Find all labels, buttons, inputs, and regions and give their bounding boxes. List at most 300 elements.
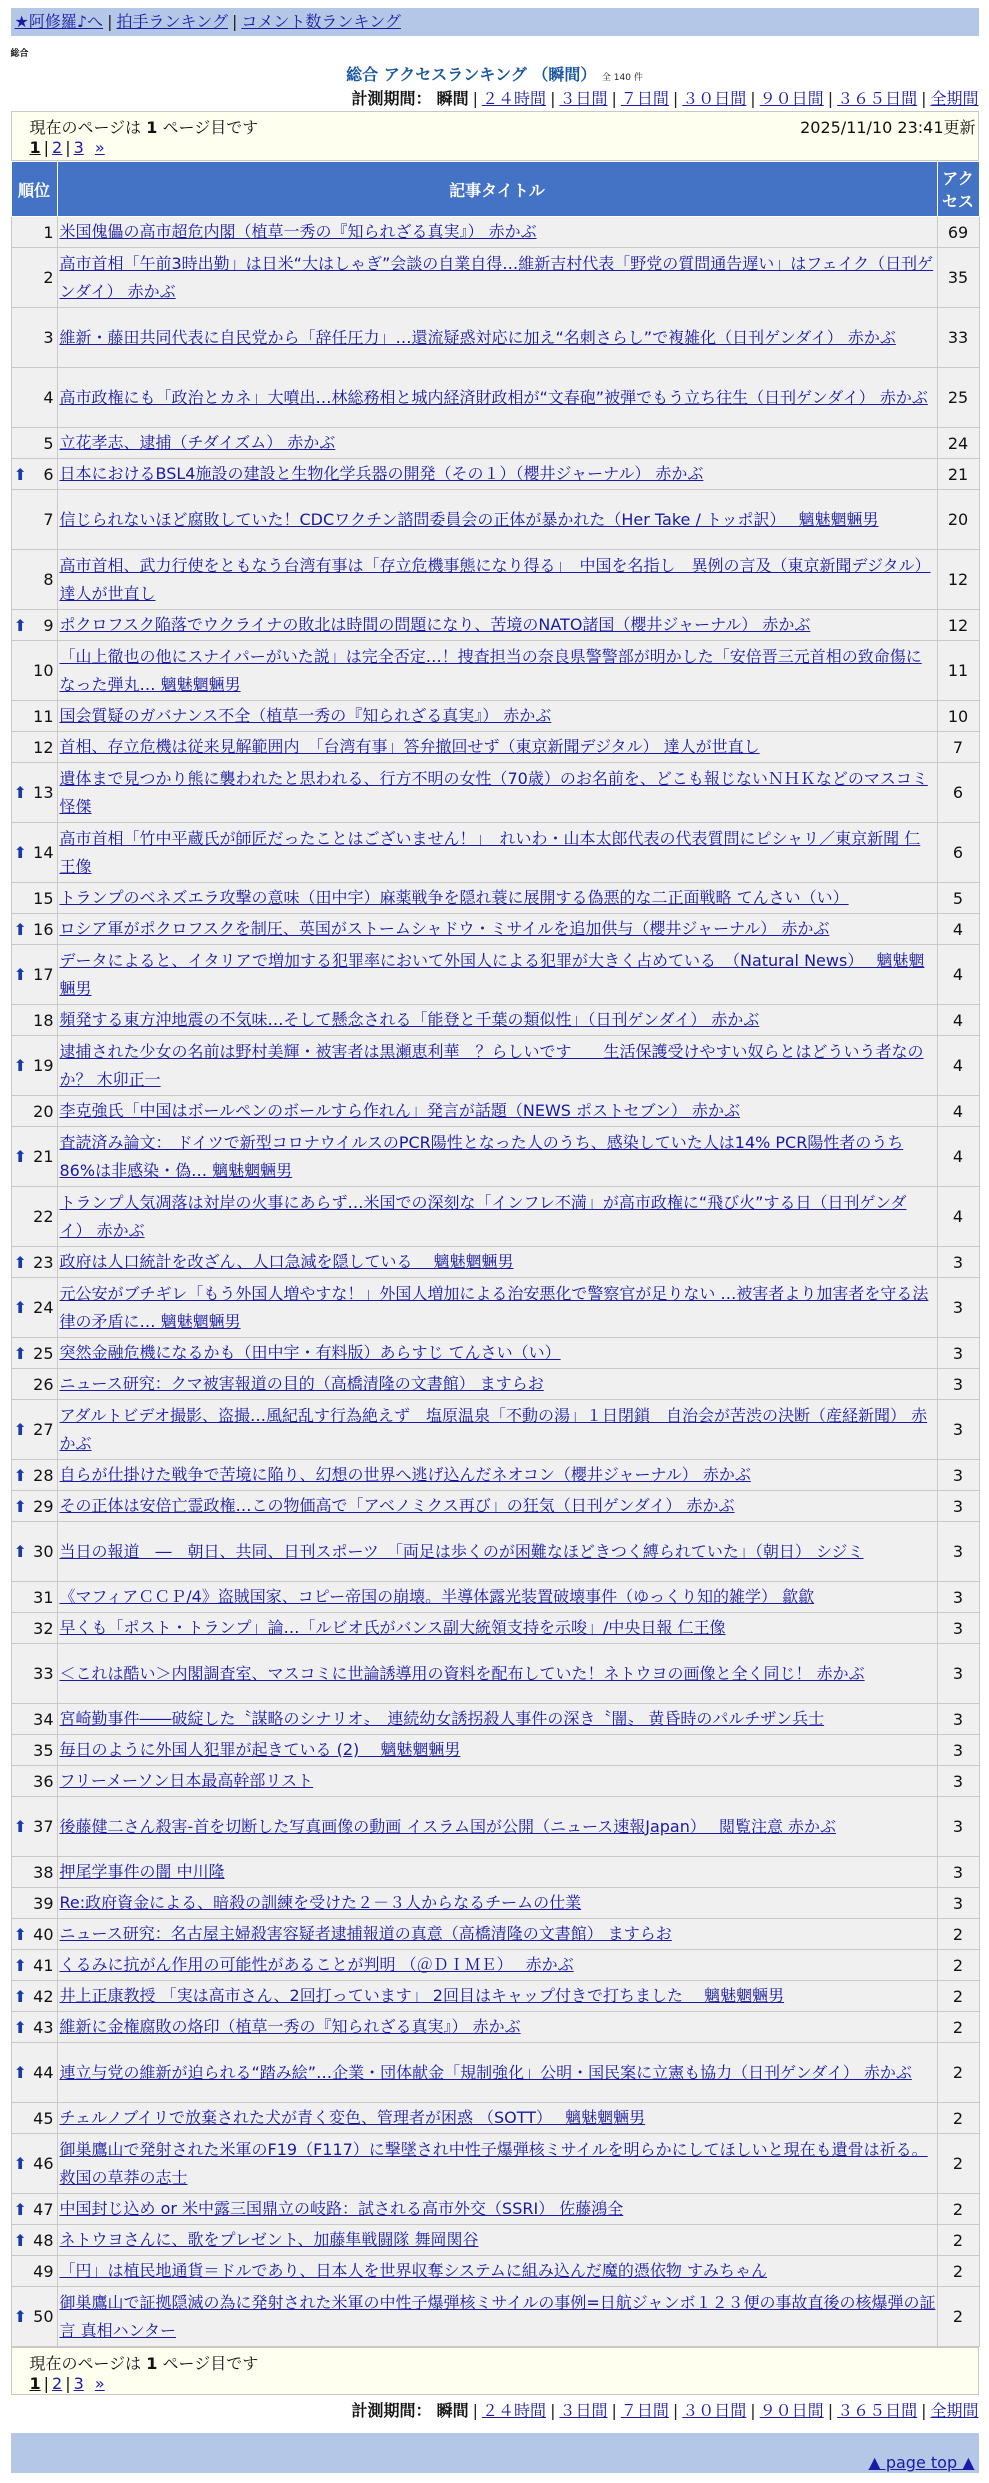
period-link[interactable]: ３６５日間 [837,2401,918,2420]
title-cell [57,2134,937,2194]
article-title-link[interactable]: 中国封じ込め or 米中露三国鼎立の岐路：試される高市外交（SSRI） 佐藤鴻全 [59,2199,624,2218]
title-cell [57,1613,937,1644]
rank-up-arrow-icon: ⬆ [13,2230,27,2250]
rank-cell [11,1888,57,1919]
access-count: 3 [937,1766,979,1797]
access-count: 69 [937,217,979,248]
rank-cell [11,2103,57,2134]
table-row [11,2103,979,2134]
title-cell [57,1460,937,1491]
table-row [11,2287,979,2347]
period-link[interactable]: ３０日間 [682,2401,747,2420]
rank-up-arrow-icon: ⬆ [13,843,27,862]
table-row [11,1096,979,1127]
access-count: 7 [937,732,979,763]
title-cell [57,1735,937,1766]
rank-up-arrow-icon: ⬆ [13,1465,27,1485]
article-title-link[interactable]: 李克強氏「中国はボールペンのボールすら作れん」発言が話題（NEWS ポストセブン） 赤かぶ [59,1101,740,1120]
rank-up-arrow-icon: ⬆ [13,615,27,635]
rank-up-arrow-icon: ⬆ [13,1817,27,1836]
rank-cell [11,1522,57,1582]
page-number: 1 [146,2354,158,2373]
title-cell [57,1522,937,1582]
table-row [11,2012,979,2043]
rank-up-arrow-icon: ⬆ [13,1986,27,2006]
rank-up-arrow-icon: ⬆ [13,2063,27,2082]
rank-up-arrow-icon: ⬆ [13,1147,27,1166]
title-cell [57,1369,937,1400]
article-title-link[interactable]: 連立与党の維新が迫られる“踏み絵”…企業・団体献金「規制強化」公明・国民案に立憲も協力（日刊ゲンダイ） 赤かぶ [59,2062,912,2082]
access-count: 3 [937,1644,979,1704]
table-row [11,1127,979,1187]
table-row [11,610,979,641]
table-row [11,428,979,459]
rank-number: 25 [33,1343,54,1363]
access-count: 3 [937,1888,979,1919]
rank-cell [11,945,57,1005]
title-cell [57,945,937,1005]
rank-cell [11,1857,57,1888]
rank-cell [11,248,57,308]
title-cell [57,2194,937,2225]
access-count: 2 [937,2134,979,2194]
title-cell [57,217,937,248]
article-title-link[interactable]: ニュース研究：クマ被害報道の目的（高橋清隆の文書館） ますらお [59,1374,544,1393]
period-link[interactable]: ３０日間 [682,89,747,108]
title-cell [57,1491,937,1522]
rank-cell [11,732,57,763]
title-cell [57,248,937,308]
rank-cell [11,823,57,883]
article-title-link[interactable]: 米国傀儡の高市超危内閣（植草一秀の『知られざる真実』） 赤かぶ [59,222,537,241]
pager-link[interactable]: 2 [52,138,63,157]
rank-cell [11,914,57,945]
title-cell [57,883,937,914]
rank-cell [11,1338,57,1369]
rank-cell [11,1613,57,1644]
rank-cell [11,2225,57,2256]
title-cell [57,1797,937,1857]
table-row [11,2134,979,2194]
table-row [11,1005,979,1036]
table-row [11,1491,979,1522]
access-count: 3 [937,1369,979,1400]
rank-cell [11,1766,57,1797]
rank-cell [11,1247,57,1278]
rank-number: 31 [33,1587,54,1607]
rank-number: 45 [33,2108,54,2128]
rank-cell [11,1460,57,1491]
access-count: 4 [937,945,979,1005]
rank-number: 12 [33,737,54,757]
article-title-link[interactable]: 御巣鷹山で証拠隠滅の為に発射された米軍の中性子爆弾核ミサイルの事例=日航ジャンボ１２３便の事故直後の核爆弾の証言 真相ハンター [59,2292,936,2340]
table-row [11,248,979,308]
rank-number: 39 [33,1893,54,1913]
period-link[interactable]: ２４時間 [482,2401,547,2420]
access-count: 3 [937,1582,979,1613]
access-count: 12 [937,610,979,641]
title-cell [57,610,937,641]
table-row [11,914,979,945]
pager-next-link[interactable]: » [94,2374,105,2393]
rank-up-arrow-icon: ⬆ [13,2199,27,2219]
rank-cell [11,1704,57,1735]
access-count: 3 [937,1278,979,1338]
period-link[interactable]: ２４時間 [482,89,547,108]
access-count: 5 [937,883,979,914]
rank-number: 38 [33,1862,54,1882]
rank-cell [11,1369,57,1400]
article-title-link[interactable]: 早くも「ポスト・トランプ」論…「ルビオ氏がバンス副大統領支持を示唆」/中央日報 仁王像 [59,1618,726,1637]
access-count: 2 [937,2103,979,2134]
article-title-link[interactable]: 立花孝志、逮捕（チダイズム） 赤かぶ [59,433,336,452]
rank-cell [11,2134,57,2194]
rank-cell [11,2012,57,2043]
rank-cell [11,1919,57,1950]
rank-cell [11,641,57,701]
rank-number: 48 [33,2230,54,2250]
article-title-link[interactable]: トランプ人気凋落は対岸の火事にあらず…米国での深刻な「インフレ不満」が高市政権に“飛び火”する日（日刊ゲンダイ） 赤かぶ [59,1192,907,1240]
title-cell [57,1278,937,1338]
table-row [11,763,979,823]
rank-number: 44 [33,2063,54,2082]
table-row [11,2256,979,2287]
rank-number: 9 [43,615,54,635]
table-row [11,550,979,610]
table-row [11,641,979,701]
period-current: 瞬間 [436,89,469,108]
title-cell [57,308,937,368]
period-selector: 計測期間： 瞬間 | ２４時間 | ３日間 | ７日間 | ３０日間 | ９０日間 | ３６５日間 | 全期間 [351,89,979,108]
article-title-link[interactable]: 信じられないほど腐敗していた！CDCワクチン諮問委員会の正体が暴かれた（Her Take / トッポ訳） 魑魅魍魎男 [59,509,879,529]
period-link[interactable]: 全期間 [930,89,979,108]
rank-up-arrow-icon: ⬆ [13,2154,27,2173]
table-row [11,368,979,428]
table-row [11,1888,979,1919]
rank-cell [11,2256,57,2287]
rank-number: 41 [33,1955,54,1975]
rank-number: 6 [43,464,54,484]
article-title-link[interactable]: 「円」は植民地通貨＝ドルであり、日本人を世界収奪システムに組み込んだ魔的憑依物 すみちゃん [59,2261,767,2280]
rank-number: 50 [33,2307,54,2326]
article-title-link[interactable]: 遺体まで見つかり熊に襲われたと思われる、行方不明の女性（70歳）のお名前を、どこも報じないＮＨＫなどのマスコミ怪傑 [59,768,928,816]
article-title-link[interactable]: その正体は安倍亡霊政権…この物価高で「アベノミクス再び」の狂気（日刊ゲンダイ） 赤かぶ [59,1496,735,1515]
access-count: 24 [937,428,979,459]
rank-cell [11,1400,57,1460]
article-title-link[interactable]: 維新に金権腐敗の烙印（植草一秀の『知られざる真実』） 赤かぶ [59,2017,521,2036]
rank-cell [11,1005,57,1036]
article-title-link[interactable]: 高市首相「竹中平蔵氏が師匠だったことはございません！」 れいわ・山本太郎代表の代表質問にピシャリ／東京新聞 仁王像 [59,828,921,876]
article-title-link[interactable]: 日本におけるBSL4施設の建設と生物化学兵器の開発（その１）（櫻井ジャーナル） 赤かぶ [59,464,704,483]
title-cell [57,1950,937,1981]
rank-cell [11,1278,57,1338]
title-cell [57,1338,937,1369]
rank-number: 16 [33,919,54,939]
article-title-link[interactable]: チェルノブイリで放棄された犬が青く変色、管理者が困惑 （SOTT） 魑魅魍魎男 [59,2108,646,2127]
access-count: 2 [937,1950,979,1981]
access-count: 6 [937,823,979,883]
period-link[interactable]: ３日間 [559,89,608,108]
title-cell [57,1096,937,1127]
period-link[interactable]: ９０日間 [759,2401,824,2420]
table-row [11,1919,979,1950]
article-title-link[interactable]: 《マフィアＣＣＰ/4》盗賊国家、コピー帝国の崩壊。半導体露光装置破壊事件（ゆっくり知的雑学） 歙歙 [59,1587,815,1606]
title-cell [57,1036,937,1096]
table-row [11,490,979,550]
rank-number: 49 [33,2261,54,2281]
article-title-link[interactable]: ポクロフスク陥落でウクライナの敗北は時間の問題になり、苦境のNATO諸国（櫻井ジャーナル） 赤かぶ [59,615,811,634]
rank-up-arrow-icon: ⬆ [13,1496,27,1516]
title-cell [57,459,937,490]
title-cell [57,490,937,550]
rank-up-arrow-icon: ⬆ [13,1343,27,1363]
rank-cell [11,1187,57,1247]
rank-up-arrow-icon: ⬆ [13,1955,27,1975]
rank-number: 5 [43,433,54,453]
rank-cell [11,368,57,428]
title-cell [57,2256,937,2287]
rank-number: 11 [33,706,54,726]
rank-number: 42 [33,1986,54,2006]
title-cell [57,1981,937,2012]
rank-number: 29 [33,1496,54,1516]
ranking-table-body [11,217,979,2347]
rank-up-arrow-icon: ⬆ [13,1924,27,1944]
title-cell [57,732,937,763]
rank-cell [11,883,57,914]
rank-number: 30 [33,1542,54,1561]
title-cell [57,823,937,883]
rank-number: 13 [33,783,54,802]
article-title-link[interactable]: トランプのベネズエラ攻撃の意味（田中宇）麻薬戦争を隠れ蓑に展開する偽悪的な二正面戦略 てんさい（い） [59,888,849,907]
access-count: 2 [937,2287,979,2347]
article-title-link[interactable]: 押尾学事件の闇 中川隆 [59,1862,225,1881]
article-title-link[interactable]: 政府は人口統計を改ざん、人口急減を隠している 魑魅魍魎男 [59,1252,514,1271]
table-row [11,883,979,914]
access-count: 4 [937,1096,979,1127]
rank-cell [11,1036,57,1096]
article-title-link[interactable]: くるみに抗がん作用の可能性があることが判明 （＠ＤＩＭＥ） 赤かぶ [59,1955,574,1974]
article-title-link[interactable]: 井上正康教授 「実は高市さん、2回打っています」 2回目はキャップ付きで打ちました 魑魅魍魎男 [59,1986,785,2005]
article-title-link[interactable]: 突然金融危機になるかも（田中宇・有料版）あらすじ てんさい（い） [59,1343,561,1362]
article-title-link[interactable]: 国会質疑のガバナンス不全（植草一秀の『知られざる真実』） 赤かぶ [59,706,552,725]
rank-up-arrow-icon: ⬆ [13,2307,27,2326]
period-link[interactable]: ９０日間 [759,89,824,108]
table-row [11,1247,979,1278]
article-title-link[interactable]: 首相、存立危機は従来見解範囲内 「台湾有事」答弁撤回せず（東京新聞デジタル） 達人が世直し [59,737,760,756]
article-title-link[interactable]: ＜これは酷い＞内閣調査室、マスコミに世論誘導用の資料を配布していた！ネトウヨの画像と全く同じ！ 赤かぶ [59,1663,865,1683]
access-count: 2 [937,2043,979,2103]
rank-cell [11,1582,57,1613]
table-row [11,1644,979,1704]
table-row [11,1950,979,1981]
table-row [11,2194,979,2225]
access-count: 21 [937,459,979,490]
rank-cell [11,308,57,368]
title-cell [57,2287,937,2347]
pagination: 1 | 2 | 3 » [29,2374,105,2393]
title-cell [57,641,937,701]
title-cell [57,914,937,945]
rank-number: 28 [33,1465,54,1485]
table-row [11,1369,979,1400]
article-title-link[interactable]: フリーメーソン日本最高幹部リスト [59,1771,314,1790]
rank-cell [11,610,57,641]
page-number: 1 [146,118,158,137]
title-cell [57,1582,937,1613]
rank-cell [11,1797,57,1857]
pager-link[interactable]: 3 [73,138,84,157]
article-title-link[interactable]: 高市首相「午前3時出勤」は日米“大はしゃぎ”会談の自業自得…維新吉村代表「野党の質問通告遅い」はフェイク（日刊ゲンダイ） 赤かぶ [59,253,934,301]
nav-link-applause-ranking[interactable]: 拍手ランキング [116,12,228,31]
access-count: 2 [937,1919,979,1950]
rank-cell [11,550,57,610]
pager-link[interactable]: 3 [73,2374,84,2393]
rank-cell [11,1096,57,1127]
access-count: 3 [937,1797,979,1857]
nav-separator: | [107,12,113,31]
article-title-link[interactable]: 査読済み論文： ドイツで新型コロナウイルスのPCR陽性となった人のうち、感染していた人は14% PCR陽性者のうち86%は非感染・偽… 魑魅魍魎男 [59,1132,904,1180]
table-row [11,459,979,490]
period-label: 計測期間： [351,89,432,108]
rank-up-arrow-icon: ⬆ [13,2017,27,2037]
access-count: 4 [937,1005,979,1036]
rank-number: 37 [33,1817,54,1836]
article-title-link[interactable]: 頻発する東方沖地震の不気味…そして懸念される「能登と千葉の類似性」（日刊ゲンダイ） 赤かぶ [59,1010,760,1029]
rank-number: 19 [33,1056,54,1075]
article-title-link[interactable]: 宮崎勤事件――破綻した〝謀略のシナリオ〟 連続幼女誘拐殺人事件の深き〝闇〟 黄昏時のパルチザン兵士 [59,1709,825,1728]
title-cell [57,2103,937,2134]
current-page-text [30,115,259,138]
access-count: 20 [937,490,979,550]
footer-bar [11,2433,979,2473]
page-top-link[interactable]: ▲ page top ▲ [868,2453,975,2472]
article-title-link[interactable]: 当日の報道 ― 朝日、共同、日刊スポーツ 「両足は歩くのが困難なほどきつく縛られていた」（朝日） シジミ [59,1541,864,1561]
rank-number: 8 [43,570,54,589]
col-header-rank: 順位 [11,162,57,217]
rank-cell [11,490,57,550]
table-row [11,1400,979,1460]
period-link[interactable]: ３６５日間 [837,89,918,108]
top-nav-bar [11,8,979,36]
table-row [11,1582,979,1613]
rank-cell [11,763,57,823]
article-title-link[interactable]: 御巣鷹山で発射された米軍のF19（F117）に撃墜され中性子爆弾核ミサイルを明らかにしてほしいと現在も遺骨は祈る。救国の草莽の志士 [59,2139,928,2187]
rank-cell [11,2194,57,2225]
title-cell [57,1919,937,1950]
article-title-link[interactable]: アダルトビデオ撮影、盗撮…風紀乱す行為絶えず 塩原温泉「不動の湯」１日閉鎖 自治会が苦渋の決断（産経新聞） 赤かぶ [59,1405,928,1453]
period-label: 計測期間： [351,2401,432,2420]
nav-separator: | [231,12,238,31]
period-link[interactable]: ７日間 [620,2401,669,2420]
rank-number: 3 [43,328,54,347]
access-count: 3 [937,1460,979,1491]
table-row [11,1981,979,2012]
rank-cell [11,1950,57,1981]
pager-next-link[interactable]: » [94,138,105,157]
article-title-link[interactable]: データによると、イタリアで増加する犯罪率において外国人による犯罪が大きく占めている （Natural News） 魑魅魍魎男 [59,950,925,998]
rank-up-arrow-icon: ⬆ [13,1252,27,1272]
article-title-link[interactable]: 自らが仕掛けた戦争で苦境に陥り、幻想の世界へ逃げ込んだネオコン（櫻井ジャーナル） 赤かぶ [59,1465,751,1484]
access-count: 2 [937,2256,979,2287]
page-title [11,62,979,85]
nav-link-comment-ranking[interactable]: コメント数ランキング [241,12,401,31]
access-count: 11 [937,641,979,701]
rank-cell [11,701,57,732]
total-count: 全 140 件 [601,73,643,83]
table-row [11,1735,979,1766]
rank-number: 47 [33,2199,54,2219]
table-row [11,2043,979,2103]
rank-up-arrow-icon: ⬆ [13,464,27,484]
access-count: 4 [937,914,979,945]
article-title-link[interactable]: ネトウヨさんに、歌をプレゼント、加藤隼戦闘隊 舞岡関谷 [59,2230,479,2249]
access-count: 2 [937,2012,979,2043]
article-title-link[interactable]: 逮捕された少女の名前は野村美輝・被害者は黒瀬恵利華 ？らしいです 生活保護受けやすい奴らとはどういう者なのか？ 木卯正一 [59,1041,924,1089]
article-title-link[interactable]: 維新・藤田共同代表に自民党から「辞任圧力」…還流疑惑対応に加え“名刺さらし”で複雑化（日刊ゲンダイ） 赤かぶ [59,327,896,347]
period-current: 瞬間 [436,2401,469,2420]
title-cell [57,1400,937,1460]
access-count: 2 [937,2194,979,2225]
rank-number: 4 [43,388,54,407]
period-link[interactable]: 全期間 [930,2401,979,2420]
rank-number: 20 [33,1101,54,1121]
table-row [11,1522,979,1582]
article-title-link[interactable]: ニュース研究：名古屋主婦殺害容疑者逮捕報道の真意（高橋清隆の文書館） ますらお [59,1924,672,1943]
access-count: 4 [937,1187,979,1247]
table-row [11,1338,979,1369]
pager-link[interactable]: 2 [52,2374,63,2393]
ranking-table [11,161,980,2347]
page-info-top [11,111,979,161]
rank-number: 27 [33,1420,54,1439]
pager-current: 1 [29,2374,41,2393]
table-row [11,1704,979,1735]
page-text-pre: 現在のページは [29,2354,142,2373]
access-count: 4 [937,1127,979,1187]
rank-number: 2 [43,268,54,287]
article-title-link[interactable]: 後藤健二さん殺害-首を切断した写真画像の動画 イスラム国が公開（ニュース速報Japan） 閲覧注意 赤かぶ [59,1816,837,1836]
article-title-link[interactable]: ロシア軍がポクロフスクを制圧、英国がストームシャドウ・ミサイルを追加供与（櫻井ジャーナル） 赤かぶ [59,919,830,938]
period-selector-bottom: 計測期間： 瞬間 | ２４時間 | ３日間 | ７日間 | ３０日間 | ９０日間 | ３６５日間 | 全期間 [351,2401,979,2420]
article-title-link[interactable]: 高市首相、武力行使をともなう台湾有事は「存立危機事態になり得る」 中国を名指し 異例の言及（東京新聞デジタル） 達人が世直し [59,555,931,603]
table-row [11,1857,979,1888]
rank-number: 33 [33,1664,54,1683]
period-link[interactable]: ３日間 [559,2401,608,2420]
article-title-link[interactable]: 毎日のように外国人犯罪が起きている (2) 魑魅魍魎男 [59,1740,461,1759]
title-cell [57,1888,937,1919]
period-link[interactable]: ７日間 [620,89,669,108]
nav-link-asyura[interactable]: ★阿修羅♪へ [14,12,104,31]
article-title-link[interactable]: 「山上徹也の他にスナイパーがいた説」は完全否定…！捜査担当の奈良県警警部が明かした「安倍晋三元首相の致命傷になった弾丸… 魑魅魍魎男 [59,646,922,694]
table-row [11,2225,979,2256]
rank-number: 17 [33,965,54,984]
rank-number: 46 [33,2154,54,2173]
rank-number: 21 [33,1147,54,1166]
title-cell [57,701,937,732]
article-title-link[interactable]: 元公安がブチギレ「もう外国人増やすな！」外国人増加による治安悪化で警察官が足りない …被害者より加害者を守る法律の矛盾に… 魑魅魍魎男 [59,1283,929,1331]
rank-cell [11,459,57,490]
title-cell [57,550,937,610]
rank-up-arrow-icon: ⬆ [13,1420,27,1439]
rank-cell [11,2287,57,2347]
rank-cell [11,217,57,248]
article-title-link[interactable]: Re:政府資金による、暗殺の訓練を受けた２－３人からなるチームの仕業 [59,1893,582,1912]
rank-number: 40 [33,1924,54,1944]
category-label: 総合 [10,49,29,59]
title-cell [57,2012,937,2043]
article-title-link[interactable]: 高市政権にも「政治とカネ」大噴出…林総務相と城内経済財政相が“文春砲”被弾でもう立ち往生（日刊ゲンダイ） 赤かぶ [59,387,928,407]
